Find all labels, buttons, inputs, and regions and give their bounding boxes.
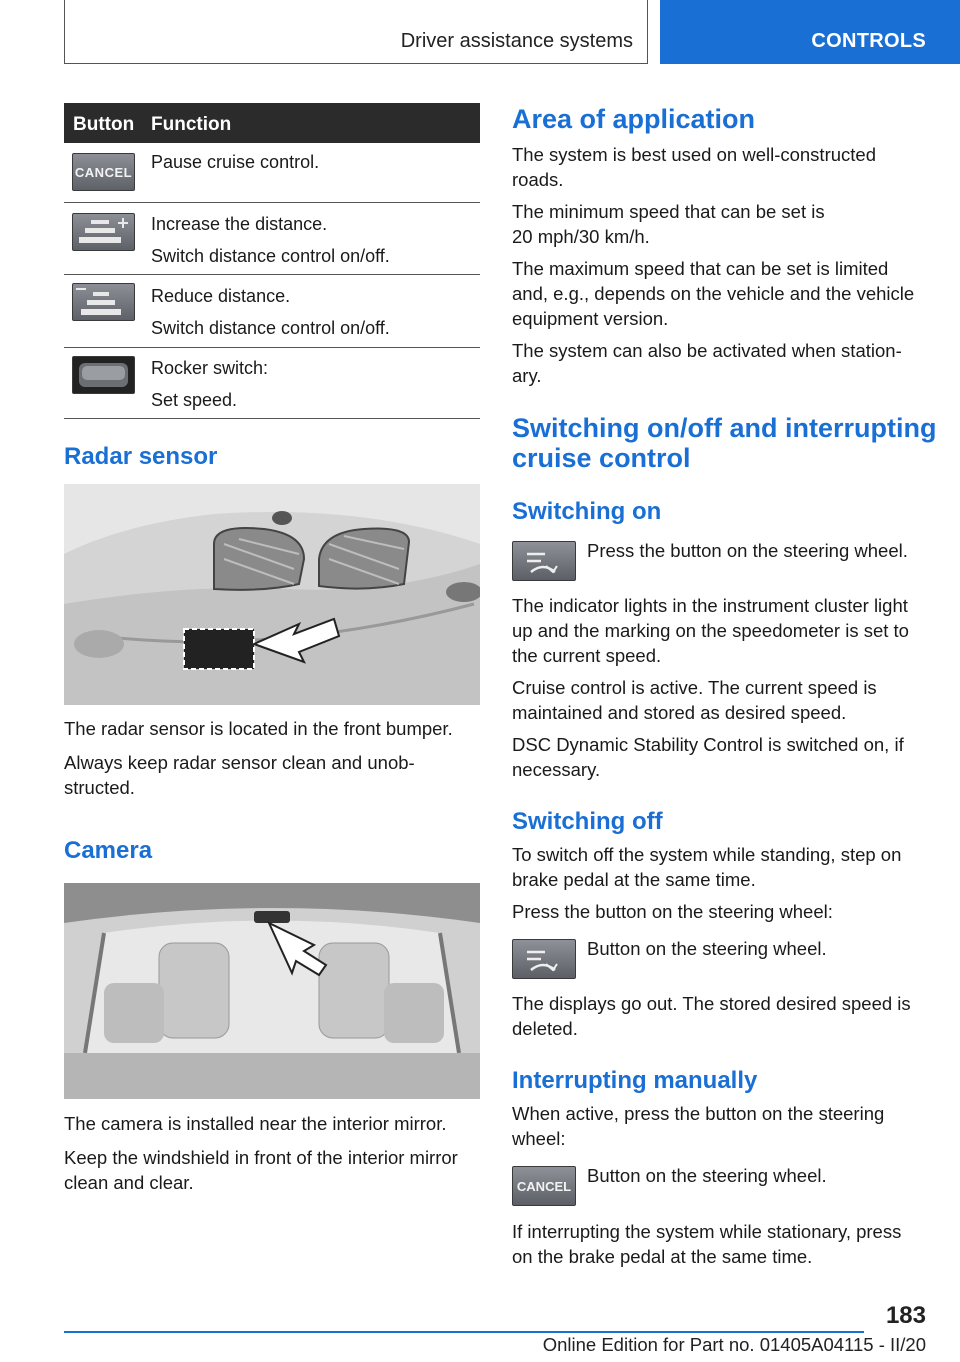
radar-text-line: Always keep radar sensor clean and unob‐ — [64, 752, 415, 773]
switch-off-text-line: Press the button on the steering wheel: — [512, 901, 833, 922]
footer-edition: Online Edition for Part no. 01405A04115 - II/20 — [542, 1334, 926, 1355]
switch-off-text-line: brake pedal at the same time. — [512, 869, 756, 890]
interrupt-text-line: When active, press the button on the steering — [512, 1103, 885, 1124]
switch-off-text-line: To switch off the system while standing, step on — [512, 844, 902, 865]
switch-off-text-line: The displays go out. The stored desired speed is — [512, 993, 911, 1014]
table-row — [64, 348, 480, 419]
interrupt-text-line: wheel: — [512, 1128, 566, 1149]
application-text-line: The system can also be activated when station‐ — [512, 340, 902, 361]
application-text-line: 20 mph/30 km/h. — [512, 226, 650, 247]
header-chapter-title: CONTROLS — [811, 30, 926, 52]
camera-heading: Camera — [64, 837, 153, 864]
switch-on-text-line: DSC Dynamic Stability Control is switched on, if — [512, 734, 904, 755]
switch-off-text-line: deleted. — [512, 1018, 578, 1039]
camera-text-line: clean and clear. — [64, 1172, 194, 1193]
radar-text-line: structed. — [64, 777, 135, 798]
cancel-button-icon: CANCEL — [512, 1166, 576, 1206]
switch-on-text-line: necessary. — [512, 759, 601, 780]
table-header-button: Button — [73, 114, 135, 135]
switching-off-heading: Switching off — [512, 808, 663, 835]
table-cell-function: Pause cruise control. — [151, 152, 320, 172]
switching-heading-line2: cruise control — [512, 443, 691, 473]
page-number: 183 — [885, 1302, 926, 1329]
interrupt-icon-caption: Button on the steering wheel. — [587, 1165, 827, 1186]
button-function-table — [64, 103, 480, 419]
table-header-function: Function — [151, 114, 232, 135]
interrupt-text-line: If interrupting the system while stationary, press — [512, 1221, 902, 1242]
switch-on-text-line: the current speed. — [512, 645, 662, 666]
application-text-line: ary. — [512, 365, 542, 386]
camera-text-line: Keep the windshield in front of the interior mirror — [64, 1147, 458, 1168]
switch-on-text-line: The indicator lights in the instrument cluster light — [512, 595, 908, 616]
header-section-box — [64, 0, 648, 64]
switching-heading-line1: Switching on/off and interrupting — [512, 413, 937, 443]
switch-off-icon-caption: Button on the steering wheel. — [587, 938, 827, 959]
car-interior-camera-image — [64, 883, 480, 1099]
camera-text-line: The camera is installed near the interior mirror. — [64, 1113, 447, 1134]
table-row — [64, 275, 480, 348]
switch-on-text-line: up and the marking on the speedometer is set to — [512, 620, 909, 641]
distance-increase-icon — [72, 213, 135, 251]
table-row — [64, 203, 480, 275]
switch-on-icon-caption: Press the button on the steering wheel. — [587, 540, 908, 561]
interrupting-manually-heading: Interrupting manually — [512, 1067, 758, 1094]
radar-sensor-heading: Radar sensor — [64, 443, 218, 470]
table-cell-function: Rocker switch: Set speed. — [151, 358, 269, 410]
application-text-line: The maximum speed that can be set is limited — [512, 258, 889, 279]
header-chapter-tab[interactable] — [660, 0, 960, 64]
car-front-radar-image — [64, 484, 480, 705]
application-text-line: The minimum speed that can be set is — [512, 201, 825, 222]
switching-on-heading: Switching on — [512, 498, 662, 525]
footer-divider — [64, 1331, 864, 1333]
area-of-application-heading: Area of application — [512, 104, 756, 134]
switch-on-text-line: maintained and stored as desired speed. — [512, 702, 847, 723]
radar-text-line: The radar sensor is located in the front bumper. — [64, 718, 453, 739]
interrupt-text-line: on the brake pedal at the same time. — [512, 1246, 813, 1267]
application-text-line: roads. — [512, 169, 564, 190]
header-section-title: Driver assistance systems — [400, 30, 633, 52]
cruise-control-button-icon — [512, 541, 576, 581]
cancel-button-icon: CANCEL — [72, 153, 135, 191]
table-row — [64, 143, 480, 203]
application-text-line: equipment version. — [512, 308, 669, 329]
distance-decrease-icon — [72, 283, 135, 321]
application-text-line: The system is best used on well-constructed — [512, 144, 876, 165]
switch-on-text-line: Cruise control is active. The current speed is — [512, 677, 877, 698]
application-text-line: and, e.g., depends on the vehicle and the vehicle — [512, 283, 915, 304]
table-header — [64, 103, 480, 143]
rocker-switch-icon — [72, 356, 135, 394]
table-cell-function: Reduce distance. Switch distance control on/off. — [151, 286, 390, 338]
table-cell-function: Increase the distance. Switch distance control on/off. — [151, 214, 390, 266]
cruise-control-button-icon — [512, 939, 576, 979]
